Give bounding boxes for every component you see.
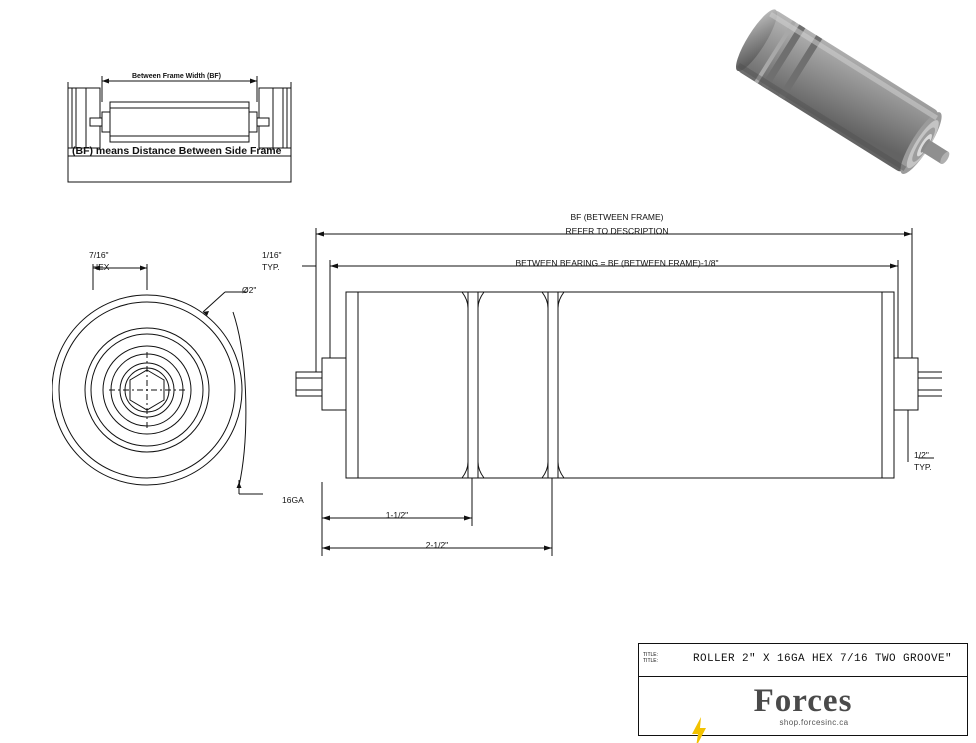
groove-dim-1-label: 1-1/2": [385, 510, 409, 520]
gauge-label: 16GA: [282, 495, 304, 505]
gauge-leader: [215, 300, 285, 510]
title-block: [638, 643, 968, 736]
side-view: [282, 200, 942, 570]
bf-label-line1: BF (BETWEEN FRAME): [570, 212, 664, 222]
hex-size-label: 7/16": [89, 250, 109, 260]
hex-word-label: HEX: [92, 262, 110, 272]
company-logo: [639, 677, 967, 735]
hex-dimension: [60, 250, 200, 290]
lightning-bolt-icon: [691, 717, 707, 743]
logo-subtext: shop.forcesinc.ca: [779, 718, 849, 727]
bf-note-caption: (BF) means Distance Between Side Frame: [72, 145, 282, 157]
typ-1-2-word: TYP.: [914, 462, 932, 472]
groove-dim-2-label: 2-1/2": [425, 540, 449, 550]
bf-note-svg: [24, 26, 340, 186]
title-block-top-row: [639, 644, 967, 677]
typ-1-2-label: 1/2": [914, 450, 929, 460]
bf-label-line2: REFER TO DESCRIPTION: [565, 226, 669, 236]
title-tag-line2: TITLE:: [643, 658, 659, 664]
logo-text: Forces: [753, 683, 853, 719]
title-tag-line1: TITLE:: [643, 652, 659, 658]
typ-1-16-label: 1/16": [262, 250, 282, 260]
roller-3d-render: [716, 6, 968, 186]
bf-note-dim-label: Between Frame Width (BF): [132, 73, 221, 80]
drawing-title: ROLLER 2" X 16GA HEX 7/16 TWO GROOVE": [693, 653, 953, 665]
typ-1-16-word: TYP.: [262, 262, 280, 272]
diameter-label: Ø2": [242, 285, 257, 295]
title-tag: [643, 652, 658, 664]
between-bearing-label: BETWEEN BEARING = BF (BETWEEN FRAME)-1/8": [515, 258, 719, 268]
